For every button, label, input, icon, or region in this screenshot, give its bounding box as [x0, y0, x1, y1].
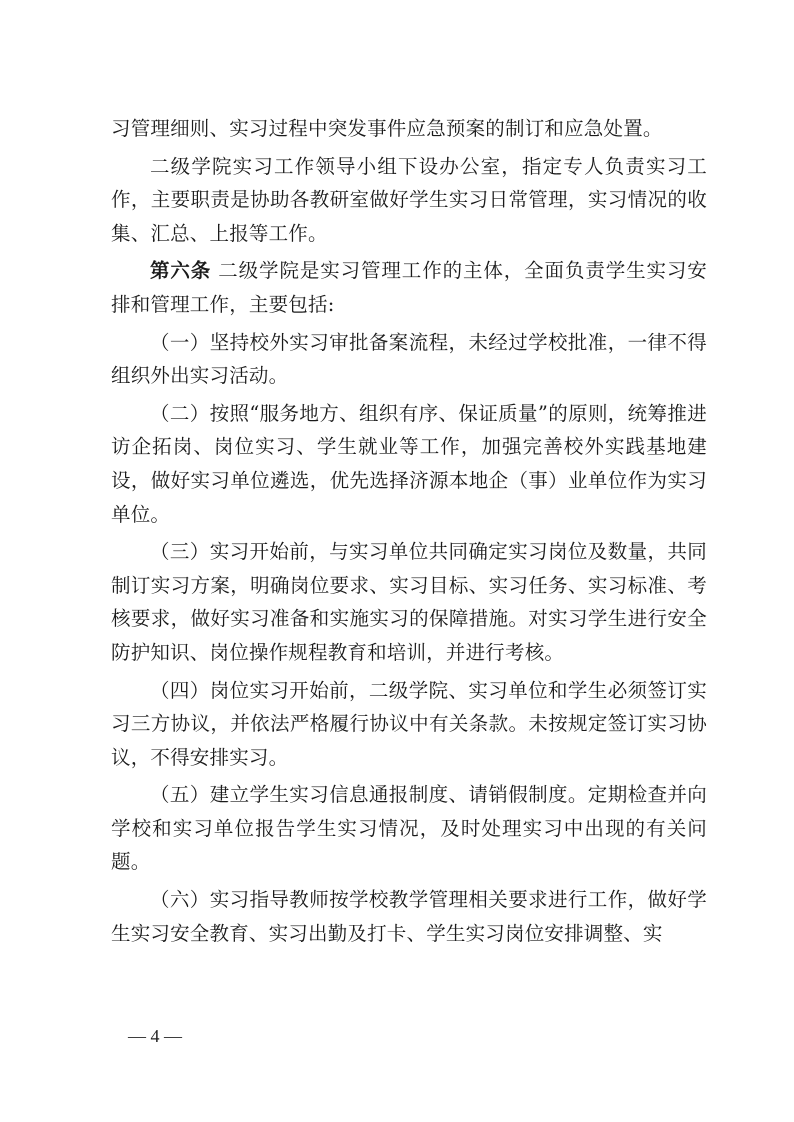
paragraph-article-6	[111, 254, 707, 321]
paragraph-2	[111, 150, 707, 251]
paragraph-4-text: （一）坚持校外实习审批备案流程，未经过学校批准，一律不得组织外出实习活动。	[111, 330, 707, 388]
paragraph-8-text: （五）建立学生实习信息通报制度、请销假制度。定期检查并向学校和实习单位报告学生实习情况，及时处理实习中出现的有关问题。	[111, 783, 707, 874]
paragraph-2-text: 二级学院实习工作领导小组下设办公室，指定专人负责实习工作，主要职责是协助各教研室做好学生实习日常管理，实习情况的收集、汇总、上报等工作。	[111, 154, 707, 245]
paragraph-item-3	[111, 535, 707, 669]
body-text	[111, 112, 707, 954]
article-heading: 第六条	[150, 259, 212, 283]
paragraph-item-4	[111, 674, 707, 775]
paragraph-item-1	[111, 326, 707, 393]
paragraph-item-5	[111, 778, 707, 879]
paragraph-item-6	[111, 883, 707, 950]
paragraph-item-2	[111, 397, 707, 531]
paragraph-1-text: 习管理细则、实习过程中突发事件应急预案的制订和应急处置。	[111, 117, 663, 140]
paragraph-3-text: 二级学院是实习管理工作的主体，全面负责学生实习安排和管理工作，主要包括:	[111, 259, 707, 316]
paragraph-1	[111, 112, 707, 146]
paragraph-5-text: （二）按照“服务地方、组织有序、保证质量”的原则，统筹推进访企拓岗、岗位实习、学生就业等工作，加强完善校外实践基地建设，做好实习单位遴选，优先选择济源本地企（事）业单位作为实习单位。	[111, 401, 707, 526]
page-number: — 4 —	[128, 1026, 182, 1046]
paragraph-6-text: （三）实习开始前，与实习单位共同确定实习岗位及数量，共同制订实习方案，明确岗位要求、实习目标、实习任务、实习标准、考核要求，做好实习准备和实施实习的保障措施。对实习学生进行安全防护知识、岗位操作规程教育和培训，并进行考核。	[111, 540, 707, 664]
paragraph-7-text: （四）岗位实习开始前，二级学院、实习单位和学生必须签订实习三方协议，并依法严格履行协议中有关条款。未按规定签订实习协议，不得安排实习。	[111, 678, 707, 769]
paragraph-9-text: （六）实习指导教师按学校教学管理相关要求进行工作，做好学生实习安全教育、实习出勤及打卡、学生实习岗位安排调整、实	[111, 888, 707, 945]
